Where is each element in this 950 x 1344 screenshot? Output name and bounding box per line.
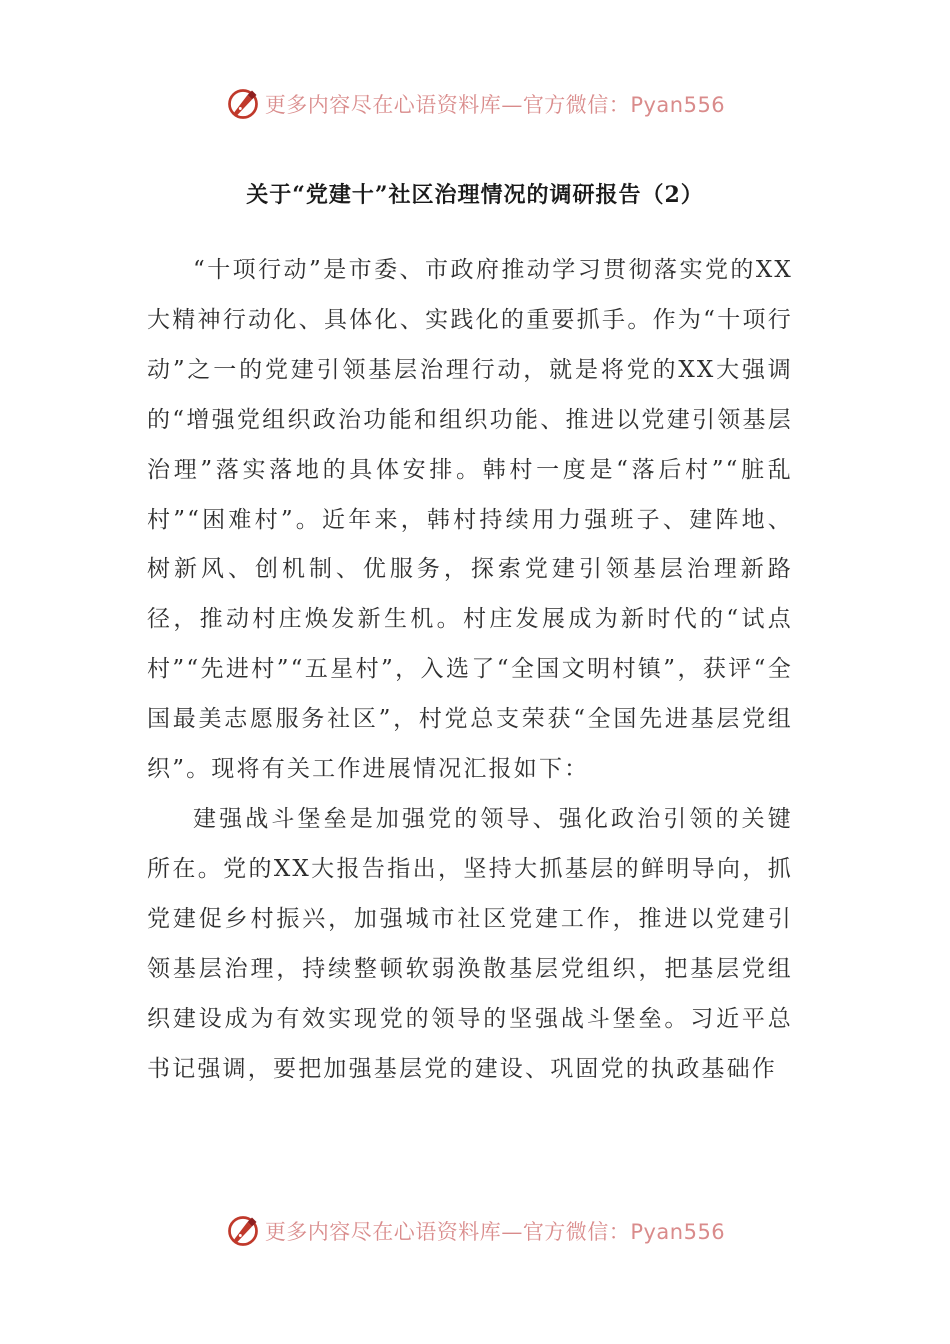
- pen-nib-circle-icon: [225, 1213, 261, 1249]
- watermark-wechat-label: 官方微信：: [522, 1220, 631, 1244]
- footer-watermark: [0, 1211, 950, 1251]
- watermark-wechat-id: Pyan556: [630, 93, 726, 117]
- watermark-text: [265, 89, 725, 119]
- pen-nib-circle-icon: [225, 86, 261, 122]
- document-title: 关于“党建十”社区治理情况的调研报告（2）: [246, 182, 704, 208]
- header-watermark: [0, 84, 950, 124]
- body-paragraph-1: “十项行动”是市委、市政府推动学习贯彻落实党的XX大精神行动化、具体化、实践化的重要抓手。作为“十项行动”之一的党建引领基层治理行动，就是将党的XX大强调的“增强党组织政治功能和组织功能、推进以党建引领基层治理”落实落地的具体安排。韩村一度是“落后村”“脏乱村”“困难村”。近年来，韩村持续用力强班子、建阵地、树新风、创机制、优服务，探索党建引领基层治理新路径，推动村庄焕发新生机。村庄发展成为新时代的“试点村”“先进村”“五星村”，入选了“全国文明村镇”，获评“全国最美志愿服务社区”，村党总支荣获“全国先进基层党组织”。现将有关工作进展情况汇报如下：: [147, 257, 793, 783]
- watermark-dash: —: [501, 93, 523, 117]
- watermark-wechat-label: 官方微信：: [522, 93, 631, 117]
- watermark-dash: —: [501, 1220, 523, 1244]
- watermark-text: [265, 1216, 725, 1246]
- watermark-label: 更多内容尽在心语资料库: [264, 93, 502, 117]
- watermark-wechat-id: Pyan556: [630, 1220, 726, 1244]
- document-body: [147, 246, 793, 1094]
- watermark-label: 更多内容尽在心语资料库: [264, 1220, 502, 1244]
- body-paragraph-2: 建强战斗堡垒是加强党的领导、强化政治引领的关键所在。党的XX大报告指出，坚持大抓基层的鲜明导向，抓党建促乡村振兴，加强城市社区党建工作，推进以党建引领基层治理，持续整顿软弱涣散基层党组织，把基层党组织建设成为有效实现党的领导的坚强战斗堡垒。习近平总书记强调，要把加强基层党的建设、巩固党的执政基础作: [147, 805, 793, 1082]
